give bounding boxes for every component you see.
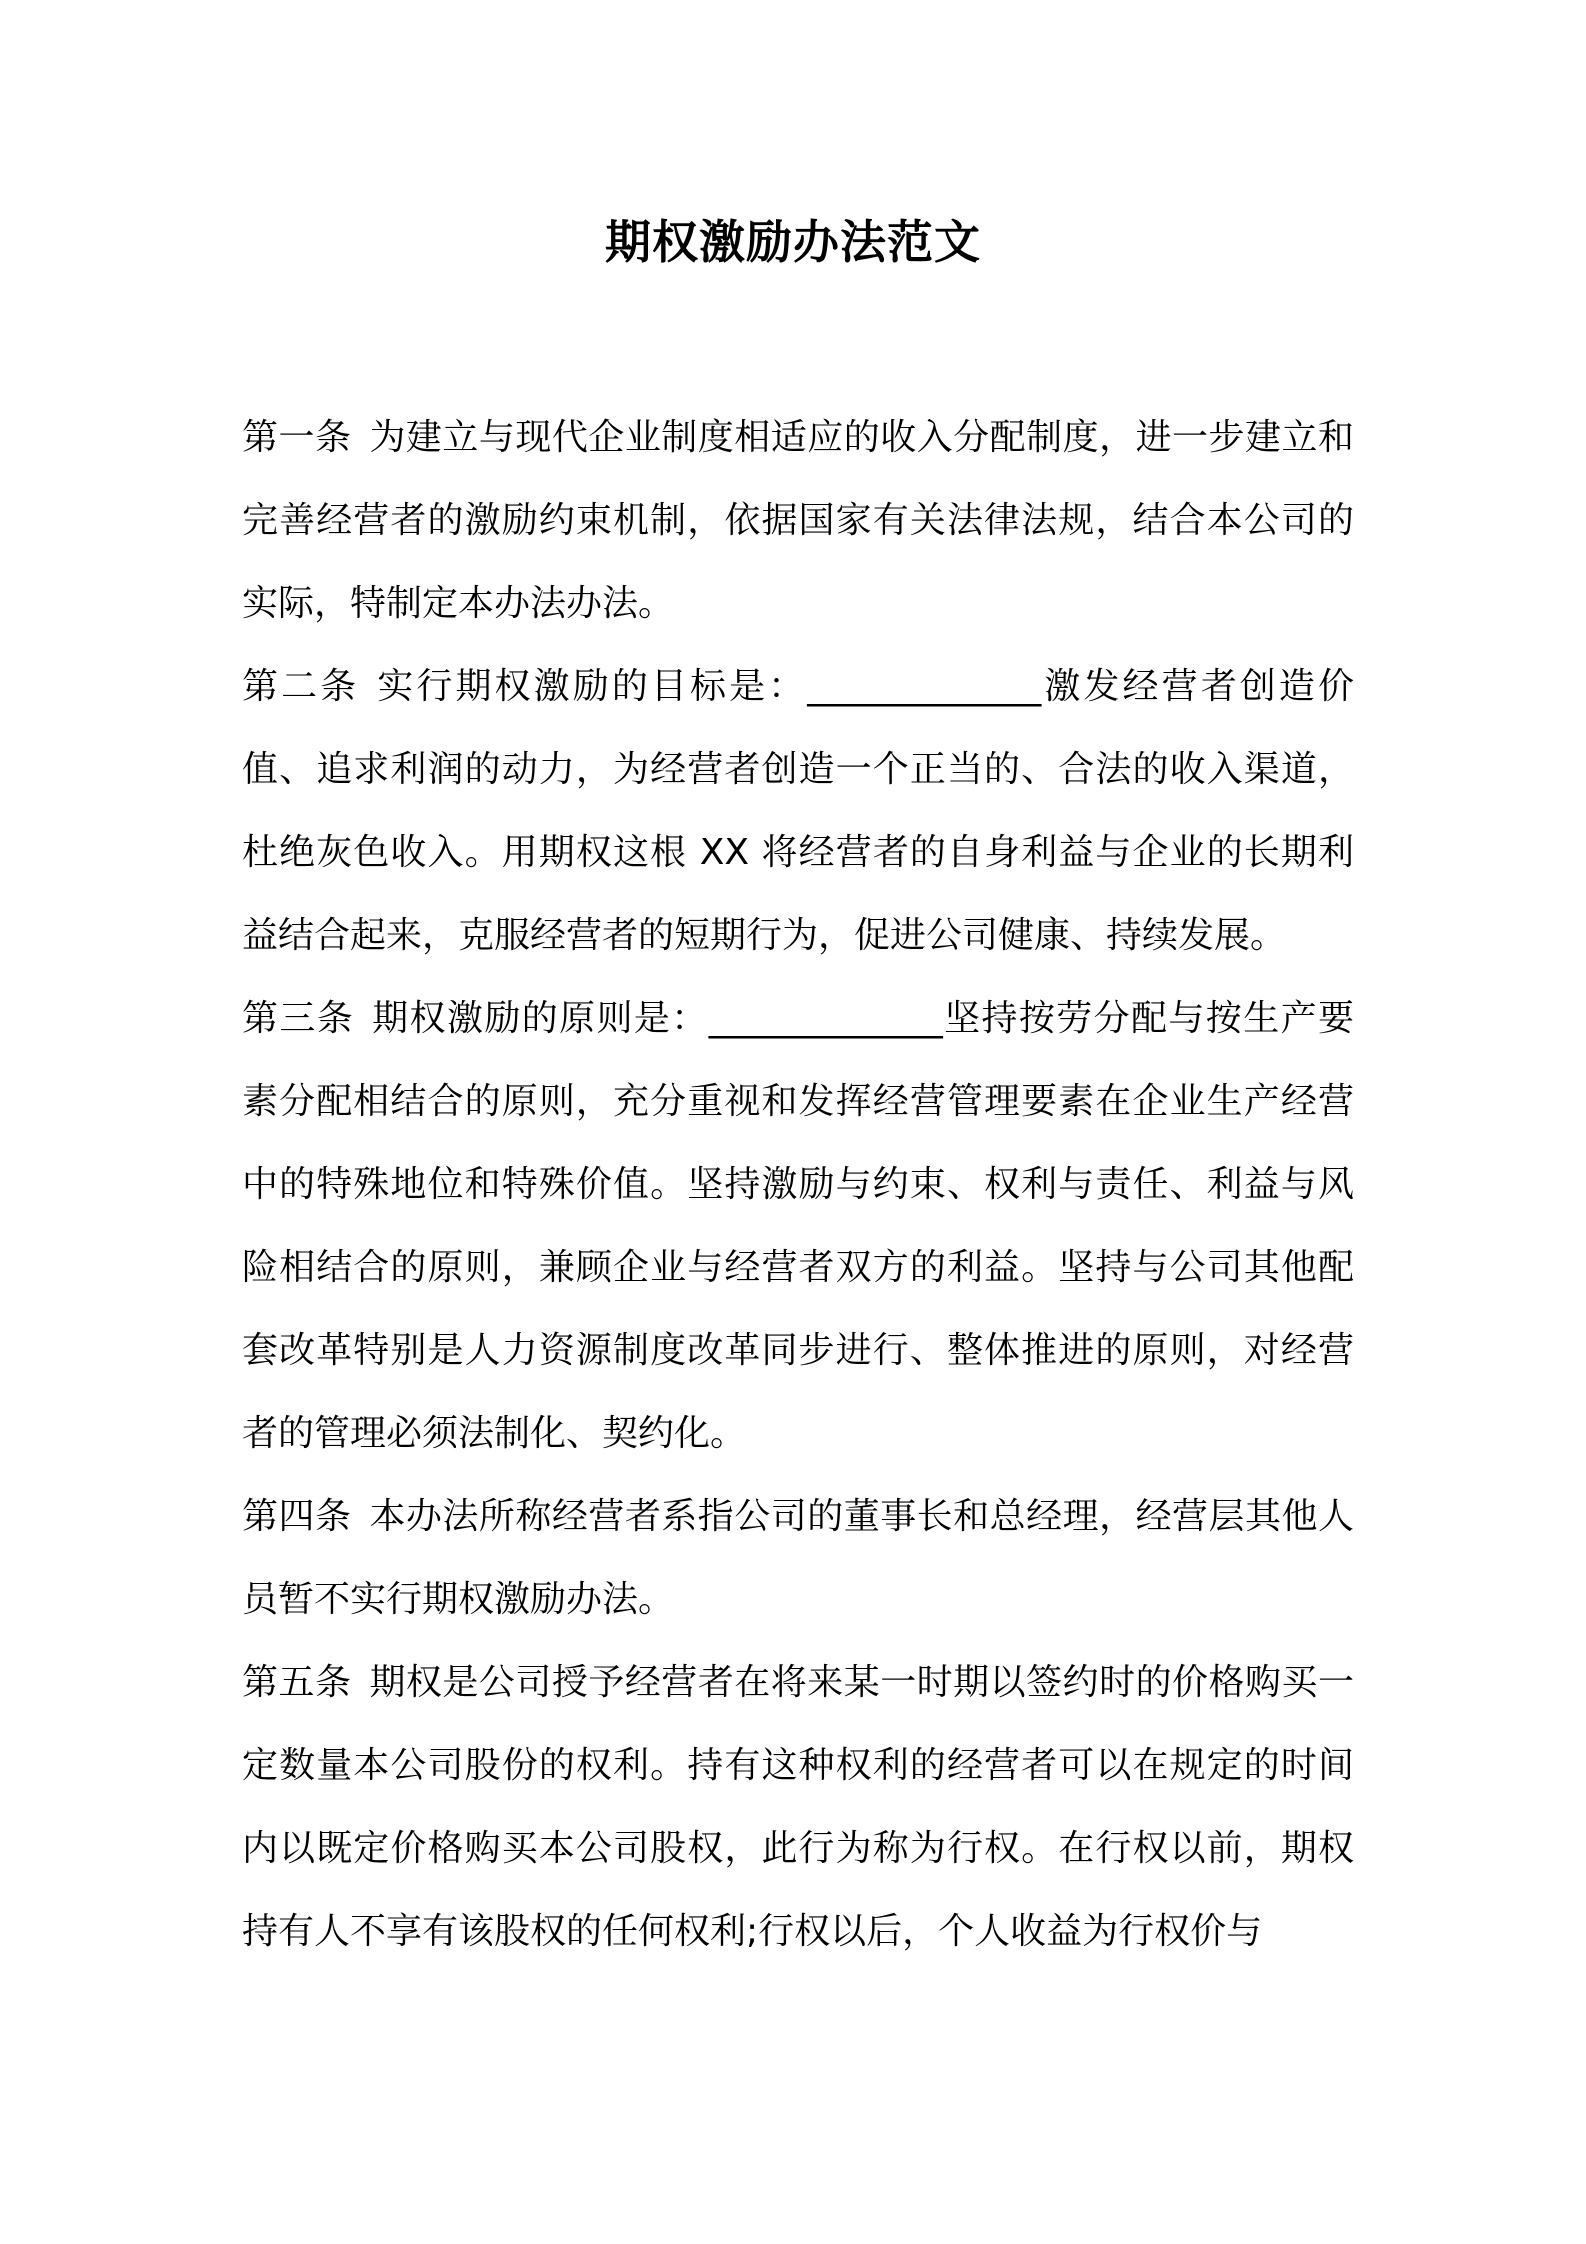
- article-label: 第三条: [242, 998, 355, 1039]
- article-2: [242, 645, 1354, 977]
- article-text: 实行期权激励的目标是：: [377, 666, 808, 707]
- article-text: 期权激励的原则是：: [372, 998, 709, 1039]
- fill-in-blank: _____________: [708, 998, 943, 1039]
- article-text: 本办法所称经营者系指公司的董事长和总经理，经营层其他人员暂不实行期权激励办法。: [242, 1496, 1354, 1620]
- article-label: 第一条: [242, 417, 352, 458]
- article-4: [242, 1475, 1354, 1641]
- article-3: [242, 977, 1354, 1475]
- article-label: 第四条: [242, 1496, 352, 1537]
- document-title: 期权激励办法范文: [605, 215, 981, 269]
- article-text: 为建立与现代企业制度相适应的收入分配制度，进一步建立和完善经营者的激励约束机制，依据国家有关法律法规，结合本公司的实际，特制定本办法办法。: [242, 417, 1354, 624]
- article-text: 期权是公司授予经营者在将来某一时期以签约时的价格购买一定数量本公司股份的权利。持有这种权利的经营者可以在规定的时间内以既定价格购买本公司股权，此行为称为行权。在行权以前，期权持有人不享有该股权的任何权利;行权以后，个人收益为行权价与: [242, 1662, 1354, 1952]
- document-body: [242, 396, 1354, 1973]
- article-text: 坚持按劳分配与按生产要素分配相结合的原则，充分重视和发挥经营管理要素在企业生产经营中的特殊地位和特殊价值。坚持激励与约束、权利与责任、利益与风险相结合的原则，兼顾企业与经营者双方的利益。坚持与公司其他配套改革特别是人力资源制度改革同步进行、整体推进的原则，对经营者的管理必须法制化、契约化。: [242, 998, 1354, 1454]
- article-label: 第五条: [242, 1662, 352, 1703]
- article-5: [242, 1641, 1354, 1973]
- article-label: 第二条: [242, 666, 360, 707]
- fill-in-blank: _____________: [807, 666, 1042, 707]
- article-text: 激发经营者创造价值、追求利润的动力，为经营者创造一个正当的、合法的收入渠道，杜绝灰色收入。用期权这根 XX 将经营者的自身利益与企业的长期利益结合起来，克服经营者的短期行为，促进公司健康、持续发展。: [242, 666, 1354, 956]
- article-1: [242, 396, 1354, 645]
